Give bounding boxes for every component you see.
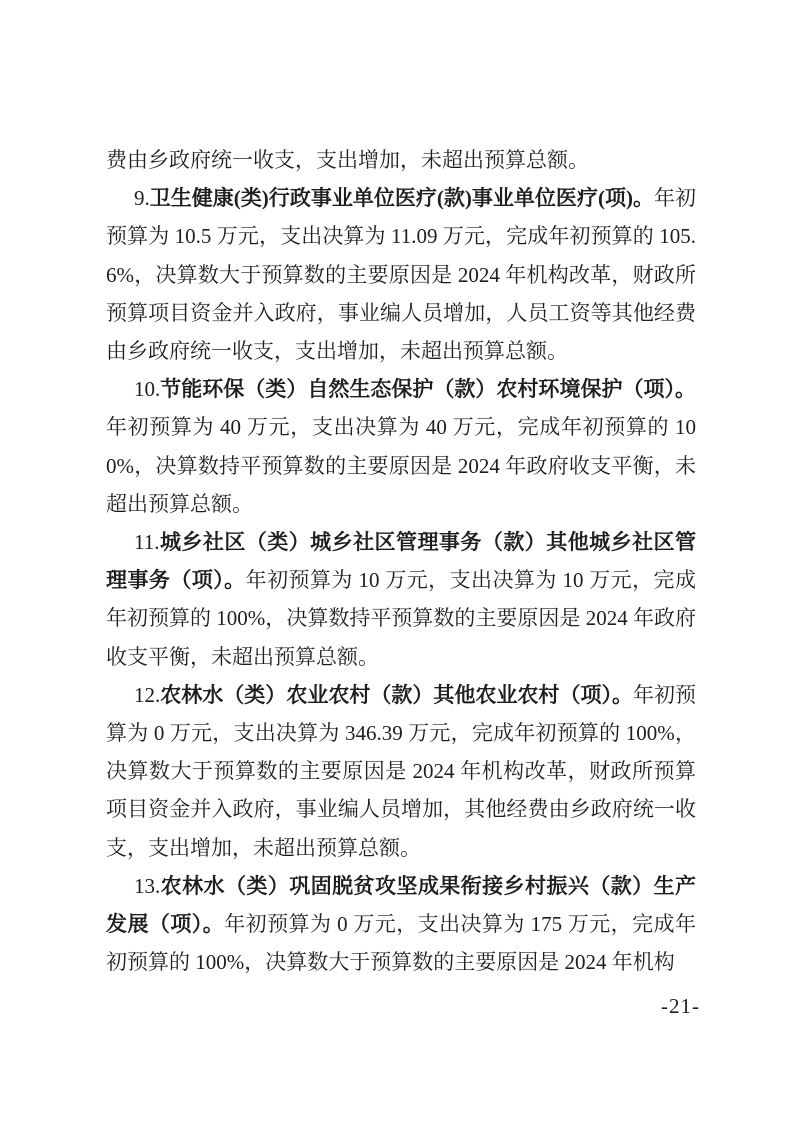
paragraph-title: 卫生健康(类)行政事业单位医疗(款)事业单位医疗(项)。 (149, 186, 654, 211)
paragraph-number: 10. (134, 377, 161, 402)
page-number: -21- (661, 994, 700, 1018)
continuation-text: 费由乡政府统一收支，支出增加，未超出预算总额。 (106, 148, 589, 172)
paragraph-body: 年初预算为 0 万元，支出决算为 346.39 万元，完成年初预算的 100%，决算数大于预算数的主要原因是 2024 年机构改革，财政所预算项目资金并入政府，事业编人员增加，其他经费由乡政府统一收支，支出增加，未超出预算总额。 (106, 682, 697, 860)
budget-paragraph-9 (106, 179, 696, 370)
paragraph-title: 城乡社区（类）城乡社区管理事务（款）其他城乡社区管理事务（项）。 (106, 530, 696, 593)
budget-paragraph-13 (106, 867, 696, 982)
budget-paragraph-10 (106, 370, 696, 523)
paragraph-title: 节能环保（类）自然生态保护（款）农村环境保护（项）。 (160, 377, 696, 402)
paragraph-body: 年初预算为 10 万元，支出决算为 10 万元，完成年初预算的 100%，决算数持平预算数的主要原因是 2024 年政府收支平衡，未超出预算总额。 (106, 568, 696, 669)
paragraph-number: 9. (134, 186, 150, 211)
paragraph-number: 12. (134, 682, 161, 707)
document-body (106, 141, 696, 981)
paragraph-number: 11. (134, 530, 160, 555)
budget-paragraph-11 (106, 523, 696, 676)
paragraph-title: 农林水（类）巩固脱贫攻坚成果衔接乡村振兴（款）生产发展（项）。 (106, 873, 696, 937)
paragraph-body: 年初预算为 0 万元，支出决算为 175 万元，完成年初预算的 100%，决算数大于预算数的主要原因是 2024 年机构 (106, 912, 697, 975)
continuation-paragraph (106, 141, 696, 179)
budget-paragraph-12 (106, 676, 696, 867)
paragraph-title: 农林水（类）农业农村（款）其他农业农村（项）。 (160, 682, 633, 707)
paragraph-body: 年初预算为 40 万元，支出决算为 40 万元，完成年初预算的 100%，决算数持平预算数的主要原因是 2024 年政府收支平衡，未超出预算总额。 (106, 415, 696, 516)
paragraph-body: 年初预算为 10.5 万元，支出决算为 11.09 万元，完成年初预算的 105.6%，决算数大于预算数的主要原因是 2024 年机构改革，财政所预算项目资金并入政府，事业编人员增加，人员工资等其他经费由乡政府统一收支，支出增加，未超出预算总额。 (106, 186, 696, 364)
paragraph-number: 13. (134, 873, 161, 898)
